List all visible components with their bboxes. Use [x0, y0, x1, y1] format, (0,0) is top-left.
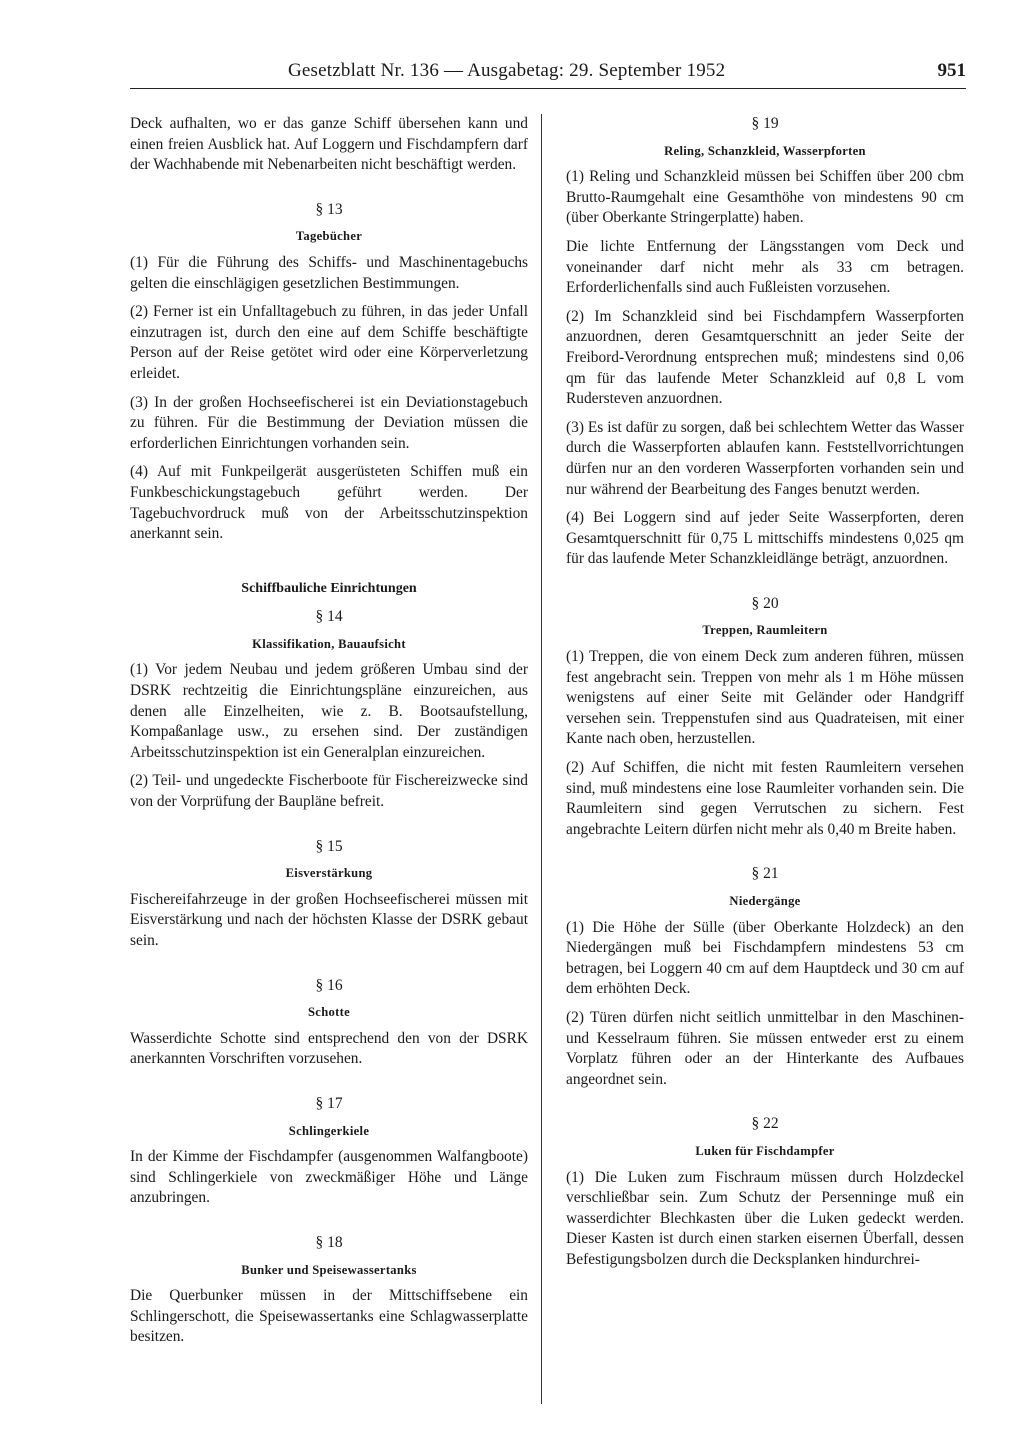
- section-14-paragraph-1: (1) Vor jedem Neubau und jedem größeren Umbau sind der DSRK rechtzeitig die Einrichtungspläne einzureichen, aus denen alle Einzelheiten, wie z. B. Bootsaufstellung, Kompaßanlage usw., zu ersehen sind. Der zuständigen Arbeitsschutzinspektion ist ein Generalplan einzureichen.: [130, 661, 528, 761]
- page-number: 951: [937, 60, 966, 81]
- section-19-paragraph-4: (3) Es ist dafür zu sorgen, daß bei schlechtem Wetter das Wasser durch die Wasserpforten ablaufen kann. Feststellvorrichtungen dürfen nur an den vorderen Wasserpforten vorhanden sein und nur während der Bearbeitung des Fanges benutzt werden.: [566, 418, 964, 498]
- right-column: [566, 114, 964, 1279]
- section-16-heading: § 16: [315, 976, 343, 994]
- section-21-title: Niedergänge: [729, 894, 801, 908]
- section-17-heading: § 17: [315, 1094, 343, 1112]
- section-13-heading: § 13: [315, 200, 343, 218]
- section-22-paragraph-1: (1) Die Luken zum Fischraum müssen durch Holzdeckel verschließbar sein. Zum Schutz der Persenninge muß ein wasserdichter Blechkasten über die Luken gedeckt werden. Dieser Kasten ist durch einen starken eisernen Überfall, dessen Befestigungsbolzen durch die Decksplanken hindurchrei-: [566, 1168, 964, 1268]
- column-divider: [541, 114, 542, 1404]
- section-20-paragraph-2: (2) Auf Schiffen, die nicht mit festen Raumleitern versehen sind, muß mindestens eine lose Raumleiter vorhanden sein. Die Raumleitern sind gegen Verrutschen zu sichern. Fest angebrachte Leitern dürfen nicht mehr als 0,40 m Breite haben.: [566, 759, 964, 838]
- section-20-heading: § 20: [751, 594, 779, 612]
- group-title: Schiffbauliche Einrichtungen: [241, 580, 417, 596]
- section-19-paragraph-3: (2) Im Schanzkleid sind bei Fischdampfern Wasserpforten anzuordnen, deren Gesamtquerschnitt an jeder Seite der Freibord-Verordnung entsprechen muß; mindestens sind 0,06 qm für das laufende Meter Schanzkleid auf 0,8 L vom Rudersteven anzuordnen.: [566, 307, 964, 408]
- section-19-heading: § 19: [751, 115, 779, 132]
- left-column: [130, 114, 528, 1356]
- section-13-paragraph-4: (4) Auf mit Funkpeilgerät ausgerüsteten Schiffen muß ein Funkbeschickungstagebuch geführt werden. Der Tagebuchvordruck muß von der Arbeitsschutzinspektion anerkannt sein.: [130, 463, 528, 543]
- section-14-paragraph-2: (2) Teil- und ungedeckte Fischerboote für Fischereizwecke sind von der Vorprüfung der Baupläne befreit.: [130, 772, 528, 811]
- section-17-paragraph-1: In der Kimme der Fischdampfer (ausgenommen Walfangboote) sind Schlingerkiele von zweckmäßiger Höhe und Länge anzubringen.: [130, 1148, 528, 1207]
- page-header: [130, 60, 966, 89]
- section-15-paragraph-1: Fischereifahrzeuge in der großen Hochseefischerei müssen mit Eisverstärkung und nach der höchsten Klasse der DSRK gebaut sein.: [130, 890, 528, 949]
- section-19-paragraph-1: (1) Reling und Schanzkleid müssen bei Schiffen über 200 cbm Brutto-Raumgehalt eine Gesamthöhe von mindestens 90 cm (über Oberkante Stringerplatte) haben.: [566, 168, 964, 227]
- section-21-paragraph-1: (1) Die Höhe der Sülle (über Oberkante Holzdeck) an den Niedergängen muß bei Fischdampfern mindestens 53 cm betragen, bei Loggern 40 cm auf dem Hauptdeck und 30 cm auf dem erhöhten Deck.: [566, 918, 964, 998]
- section-13-paragraph-3: (3) In der großen Hochseefischerei ist ein Deviationstagebuch zu führen. Für die Bestimmung der Deviation müssen die erforderlichen Einrichtungen vorhanden sein.: [130, 393, 528, 452]
- section-18-heading: § 18: [315, 1233, 343, 1251]
- section-13-paragraph-1: (1) Für die Führung des Schiffs- und Maschinentagebuchs gelten die einschlägigen gesetzlichen Bestimmungen.: [130, 253, 528, 292]
- section-16-title: Schotte: [308, 1005, 350, 1020]
- section-15-heading: § 15: [315, 837, 343, 855]
- section-21-heading: § 21: [751, 865, 779, 883]
- intro-paragraph: Deck aufhalten, wo er das ganze Schiff übersehen kann und einen freien Ausblick hat. Auf Loggern und Fischdampfern darf der Wachhabende mit Nebenarbeiten nicht beschäftigt werden.: [130, 115, 528, 174]
- section-22-heading: § 22: [751, 1115, 779, 1133]
- section-14-heading: § 14: [315, 608, 343, 626]
- section-18-title: Bunker und Speisewassertanks: [241, 1262, 417, 1277]
- section-20-paragraph-1: (1) Treppen, die von einem Deck zum anderen führen, müssen fest angebracht sein. Treppen von mehr als 1 m Höhe müssen wenigstens auf einer Seite mit Geländer oder Handgriff versehen sein. Treppenstufen sind aus Quadrateisen, mit einer Kante nach oben, herzustellen.: [566, 648, 964, 748]
- section-15-title: Eisverstärkung: [285, 866, 373, 881]
- section-20-title: Treppen, Raumleitern: [702, 623, 828, 638]
- section-22-title: Luken für Fischdampfer: [695, 1143, 835, 1158]
- section-14-title: Klassifikation, Bauaufsicht: [252, 636, 406, 651]
- section-19-paragraph-2: Die lichte Entfernung der Längsstangen vom Deck und voneinander darf nicht mehr als 33 cm betragen. Erforderlichenfalls sind auch Fußleisten vorzusehen.: [566, 237, 964, 297]
- section-13-title: Tagebücher: [295, 229, 363, 244]
- section-19-paragraph-5: (4) Bei Loggern sind auf jeder Seite Wasserpforten, deren Gesamtquerschnitt für 0,75 L mittschiffs mindestens 0,025 qm für das laufende Meter Schanzkleidlänge beträgt, anzuordnen.: [566, 509, 964, 568]
- section-21-paragraph-2: (2) Türen dürfen nicht seitlich unmittelbar in den Maschinen- und Kesselraum führen. Sie müssen entweder erst zu einem Vorplatz führen oder an der Hinterkante des Aufbaues angeordnet sein.: [566, 1008, 964, 1088]
- section-19-title: Reling, Schanzkleid, Wasserpforten: [664, 143, 866, 158]
- header-title: Gesetzblatt Nr. 136 — Ausgabetag: 29. September 1952: [288, 60, 726, 81]
- section-16-paragraph-1: Wasserdichte Schotte sind entsprechend den von der DSRK anerkannten Vorschriften vorzusehen.: [130, 1029, 528, 1068]
- section-18-paragraph-1: Die Querbunker müssen in der Mittschiffsebene ein Schlingerschott, die Speisewassertanks eine Schlagwasserplatte besitzen.: [130, 1287, 528, 1346]
- section-13-paragraph-2: (2) Ferner ist ein Unfalltagebuch zu führen, in das jeder Unfall einzutragen ist, durch den eine auf dem Schiffe beschäftigte Person auf der Reise getötet wird oder eine Körperverletzung erleidet.: [130, 303, 528, 382]
- section-17-title: Schlingerkiele: [288, 1123, 370, 1138]
